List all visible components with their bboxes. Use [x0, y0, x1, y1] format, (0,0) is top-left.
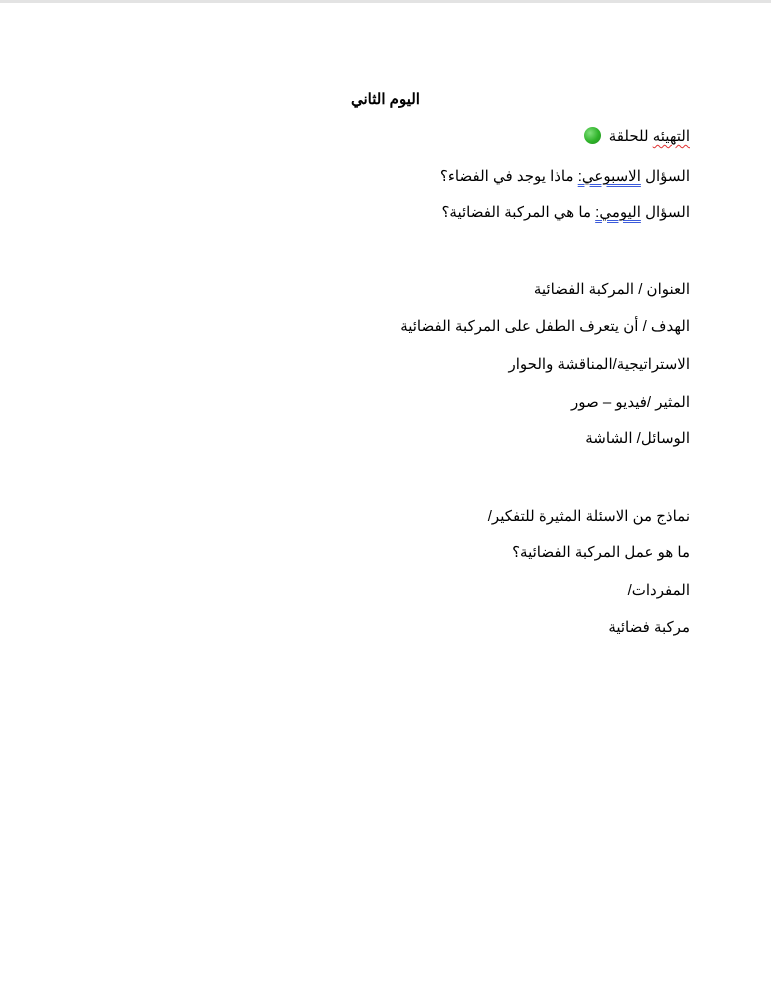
- vocabulary-heading: المفردات/: [627, 582, 690, 599]
- daily-question-label-underlined: اليومي:: [595, 204, 641, 221]
- thinking-questions-heading: نماذج من الاسئلة المثيرة للتفكير/: [487, 508, 690, 525]
- page-title: اليوم الثاني: [351, 91, 420, 108]
- warmup-line: [90, 127, 690, 147]
- tools-line: الوسائل/ الشاشة: [585, 430, 690, 447]
- thinking-question-item: ما هو عمل المركبة الفضائية؟: [512, 544, 690, 561]
- daily-question-label: السؤال: [645, 204, 690, 221]
- weekly-question-line: [90, 167, 690, 187]
- vocabulary-item: مركبة فضائية: [608, 619, 690, 636]
- weekly-question-label-underlined: الاسبوعي:: [577, 168, 641, 185]
- green-circle-icon: [584, 127, 601, 144]
- weekly-question-label: السؤال: [645, 168, 690, 185]
- daily-question-line: [90, 203, 690, 223]
- warmup-word: للحلقة: [608, 128, 649, 145]
- goal-line: الهدف / أن يتعرف الطفل على المركبة الفضائية: [400, 318, 690, 335]
- stimulus-line: المثير /فيديو – صور: [571, 394, 690, 411]
- daily-question-text: ما هي المركبة الفضائية؟: [441, 204, 591, 221]
- warmup-word-misspelled: التهيئه: [652, 128, 690, 145]
- weekly-question-text: ماذا يوجد في الفضاء؟: [439, 168, 574, 185]
- strategy-line: الاستراتيجية/المناقشة والحوار: [508, 356, 690, 373]
- title-line: العنوان / المركبة الفضائية: [533, 281, 690, 298]
